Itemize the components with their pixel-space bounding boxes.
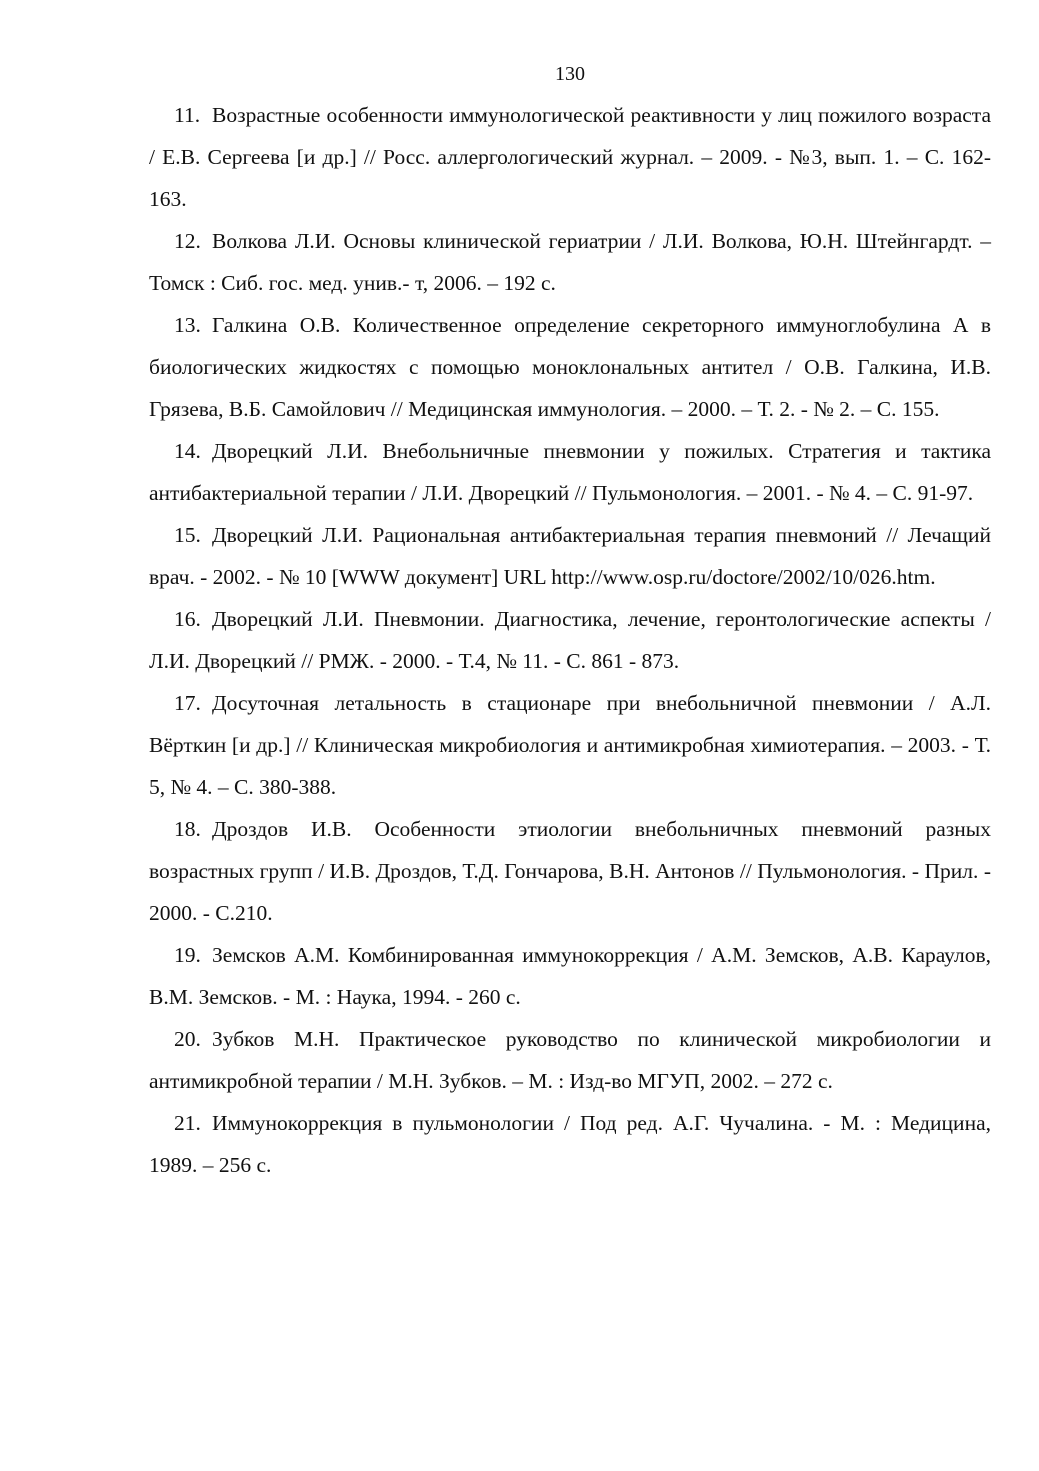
reference-number: 13. [174,313,201,337]
reference-number: 21. [174,1111,201,1135]
reference-item [149,808,991,934]
reference-number: 11. [174,103,201,127]
reference-text: Дворецкий Л.И. Рациональная антибактериальная терапия пневмоний // Лечащий врач. - 2002. - № 10 [WWW документ] URL http://www.osp.ru/doctore/2002/10/026.htm. [149,523,991,589]
reference-text: Дворецкий Л.И. Пневмонии. Диагностика, лечение, геронтологические аспекты / Л.И. Дворецкий // РМЖ. - 2000. - Т.4, № 11. - С. 861 - 873. [149,607,991,673]
reference-item [149,598,991,682]
page-number: 130 [555,63,585,85]
reference-number: 16. [174,607,201,631]
reference-number: 15. [174,523,201,547]
reference-item [149,430,991,514]
reference-number: 14. [174,439,201,463]
reference-item [149,514,991,598]
reference-item [149,220,991,304]
reference-text: Зубков М.Н. Практическое руководство по клинической микробиологии и антимикробной терапии / М.Н. Зубков. – М. : Изд-во МГУП, 2002. – 272 с. [149,1027,991,1093]
reference-text: Дворецкий Л.И. Внебольничные пневмонии у пожилых. Стратегия и тактика антибактериальной терапии / Л.И. Дворецкий // Пульмонология. – 2001. - № 4. – С. 91-97. [149,439,991,505]
reference-number: 19. [174,943,201,967]
reference-text: Иммунокоррекция в пульмонологии / Под ред. А.Г. Чучалина. - М. : Медицина, 1989. – 256 с. [149,1111,991,1177]
reference-number: 17. [174,691,201,715]
reference-number: 12. [174,229,201,253]
reference-list [149,94,991,1186]
reference-number: 20. [174,1027,201,1051]
reference-number: 18. [174,817,201,841]
reference-item [149,1018,991,1102]
reference-text: Галкина О.В. Количественное определение секреторного иммуноглобулина А в биологических жидкостях с помощью моноклональных антител / О.В. Галкина, И.В. Грязева, В.Б. Самойлович // Медицинская иммунология. – 2000. – Т. 2. - № 2. – С. 155. [149,313,991,421]
reference-text: Земсков А.М. Комбинированная иммунокоррекция / А.М. Земсков, А.В. Караулов, В.М. Земсков. - М. : Наука, 1994. - 260 с. [149,943,991,1009]
reference-text: Дроздов И.В. Особенности этиологии внебольничных пневмоний разных возрастных групп / И.В. Дроздов, Т.Д. Гончарова, В.Н. Антонов // Пульмонология. - Прил. - 2000. - С.210. [149,817,991,925]
reference-item [149,304,991,430]
reference-text: Возрастные особенности иммунологической реактивности у лиц пожилого возраста / Е.В. Сергеева [и др.] // Росс. аллергологический журнал. – 2009. - №3, вып. 1. – С. 162-163. [149,103,991,211]
reference-item [149,934,991,1018]
reference-item [149,682,991,808]
reference-text: Волкова Л.И. Основы клинической гериатрии / Л.И. Волкова, Ю.Н. Штейнгардт. – Томск : Сиб. гос. мед. унив.- т, 2006. – 192 с. [149,229,991,295]
reference-text: Досуточная летальность в стационаре при внебольничной пневмонии / А.Л. Вёрткин [и др.] // Клиническая микробиология и антимикробная химиотерапия. – 2003. - Т. 5, № 4. – С. 380-388. [149,691,991,799]
reference-item [149,1102,991,1186]
reference-item [149,94,991,220]
